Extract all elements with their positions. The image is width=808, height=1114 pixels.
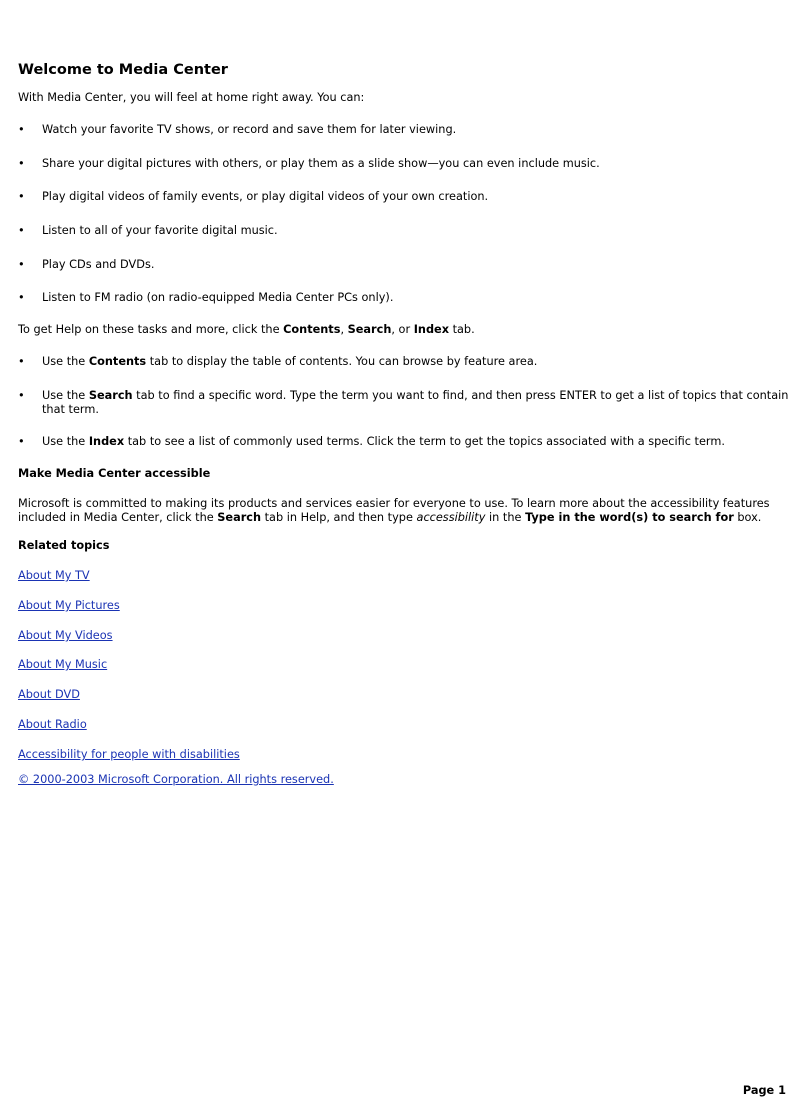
link-about-radio[interactable]: About Radio	[18, 718, 87, 731]
bullet-icon: •	[18, 291, 25, 304]
link-accessibility[interactable]: Accessibility for people with disabilities	[18, 748, 240, 761]
list-item: • Watch your favorite TV shows, or record and save them for later viewing.	[18, 123, 457, 136]
list-item: • Listen to all of your favorite digital music.	[18, 224, 278, 237]
bullet-icon: •	[18, 355, 25, 368]
link-about-my-tv[interactable]: About My TV	[18, 569, 90, 582]
link-about-my-videos[interactable]: About My Videos	[18, 629, 113, 642]
intro-text: With Media Center, you will feel at home right away. You can:	[18, 91, 365, 104]
link-about-my-pictures[interactable]: About My Pictures	[18, 599, 120, 612]
section-heading-related: Related topics	[18, 539, 110, 552]
list-item: • Share your digital pictures with others, or play them as a slide show—you can even include music.	[18, 157, 600, 170]
section-heading-accessible: Make Media Center accessible	[18, 467, 211, 480]
copyright-link[interactable]: © 2000-2003 Microsoft Corporation. All rights reserved.	[18, 773, 334, 786]
list-item: • Use the Contents tab to display the table of contents. You can browse by feature area.	[18, 355, 538, 368]
bullet-icon: •	[18, 190, 25, 203]
list-item: • Use the Search tab to find a specific word. Type the term you want to find, and then press ENTER to get a list of topics that contain that term.	[18, 389, 789, 416]
page-title: Welcome to Media Center	[18, 62, 228, 78]
bullet-icon: •	[18, 157, 25, 170]
link-about-my-music[interactable]: About My Music	[18, 658, 108, 671]
list-item: • Listen to FM radio (on radio-equipped Media Center PCs only).	[18, 291, 394, 304]
bullet-icon: •	[18, 123, 25, 136]
list-item: • Use the Index tab to see a list of commonly used terms. Click the term to get the topics associated with a specific term.	[18, 435, 725, 448]
help-text: To get Help on these tasks and more, click the Contents, Search, or Index tab.	[18, 323, 475, 336]
page-number: Page 1	[742, 1084, 786, 1097]
bullet-icon: •	[18, 258, 25, 271]
bullet-icon: •	[18, 435, 25, 448]
bullet-icon: •	[18, 389, 25, 402]
accessible-text: Microsoft is committed to making its products and services easier for everyone to use. To learn more about the accessibility features included in Media Center, click the Search tab in Help, and then type accessibility in the Type in the word(s) to search for box.	[18, 497, 770, 524]
link-about-dvd[interactable]: About DVD	[18, 688, 80, 701]
bullet-icon: •	[18, 224, 25, 237]
list-item: • Play CDs and DVDs.	[18, 258, 155, 271]
list-item: • Play digital videos of family events, or play digital videos of your own creation.	[18, 190, 489, 203]
